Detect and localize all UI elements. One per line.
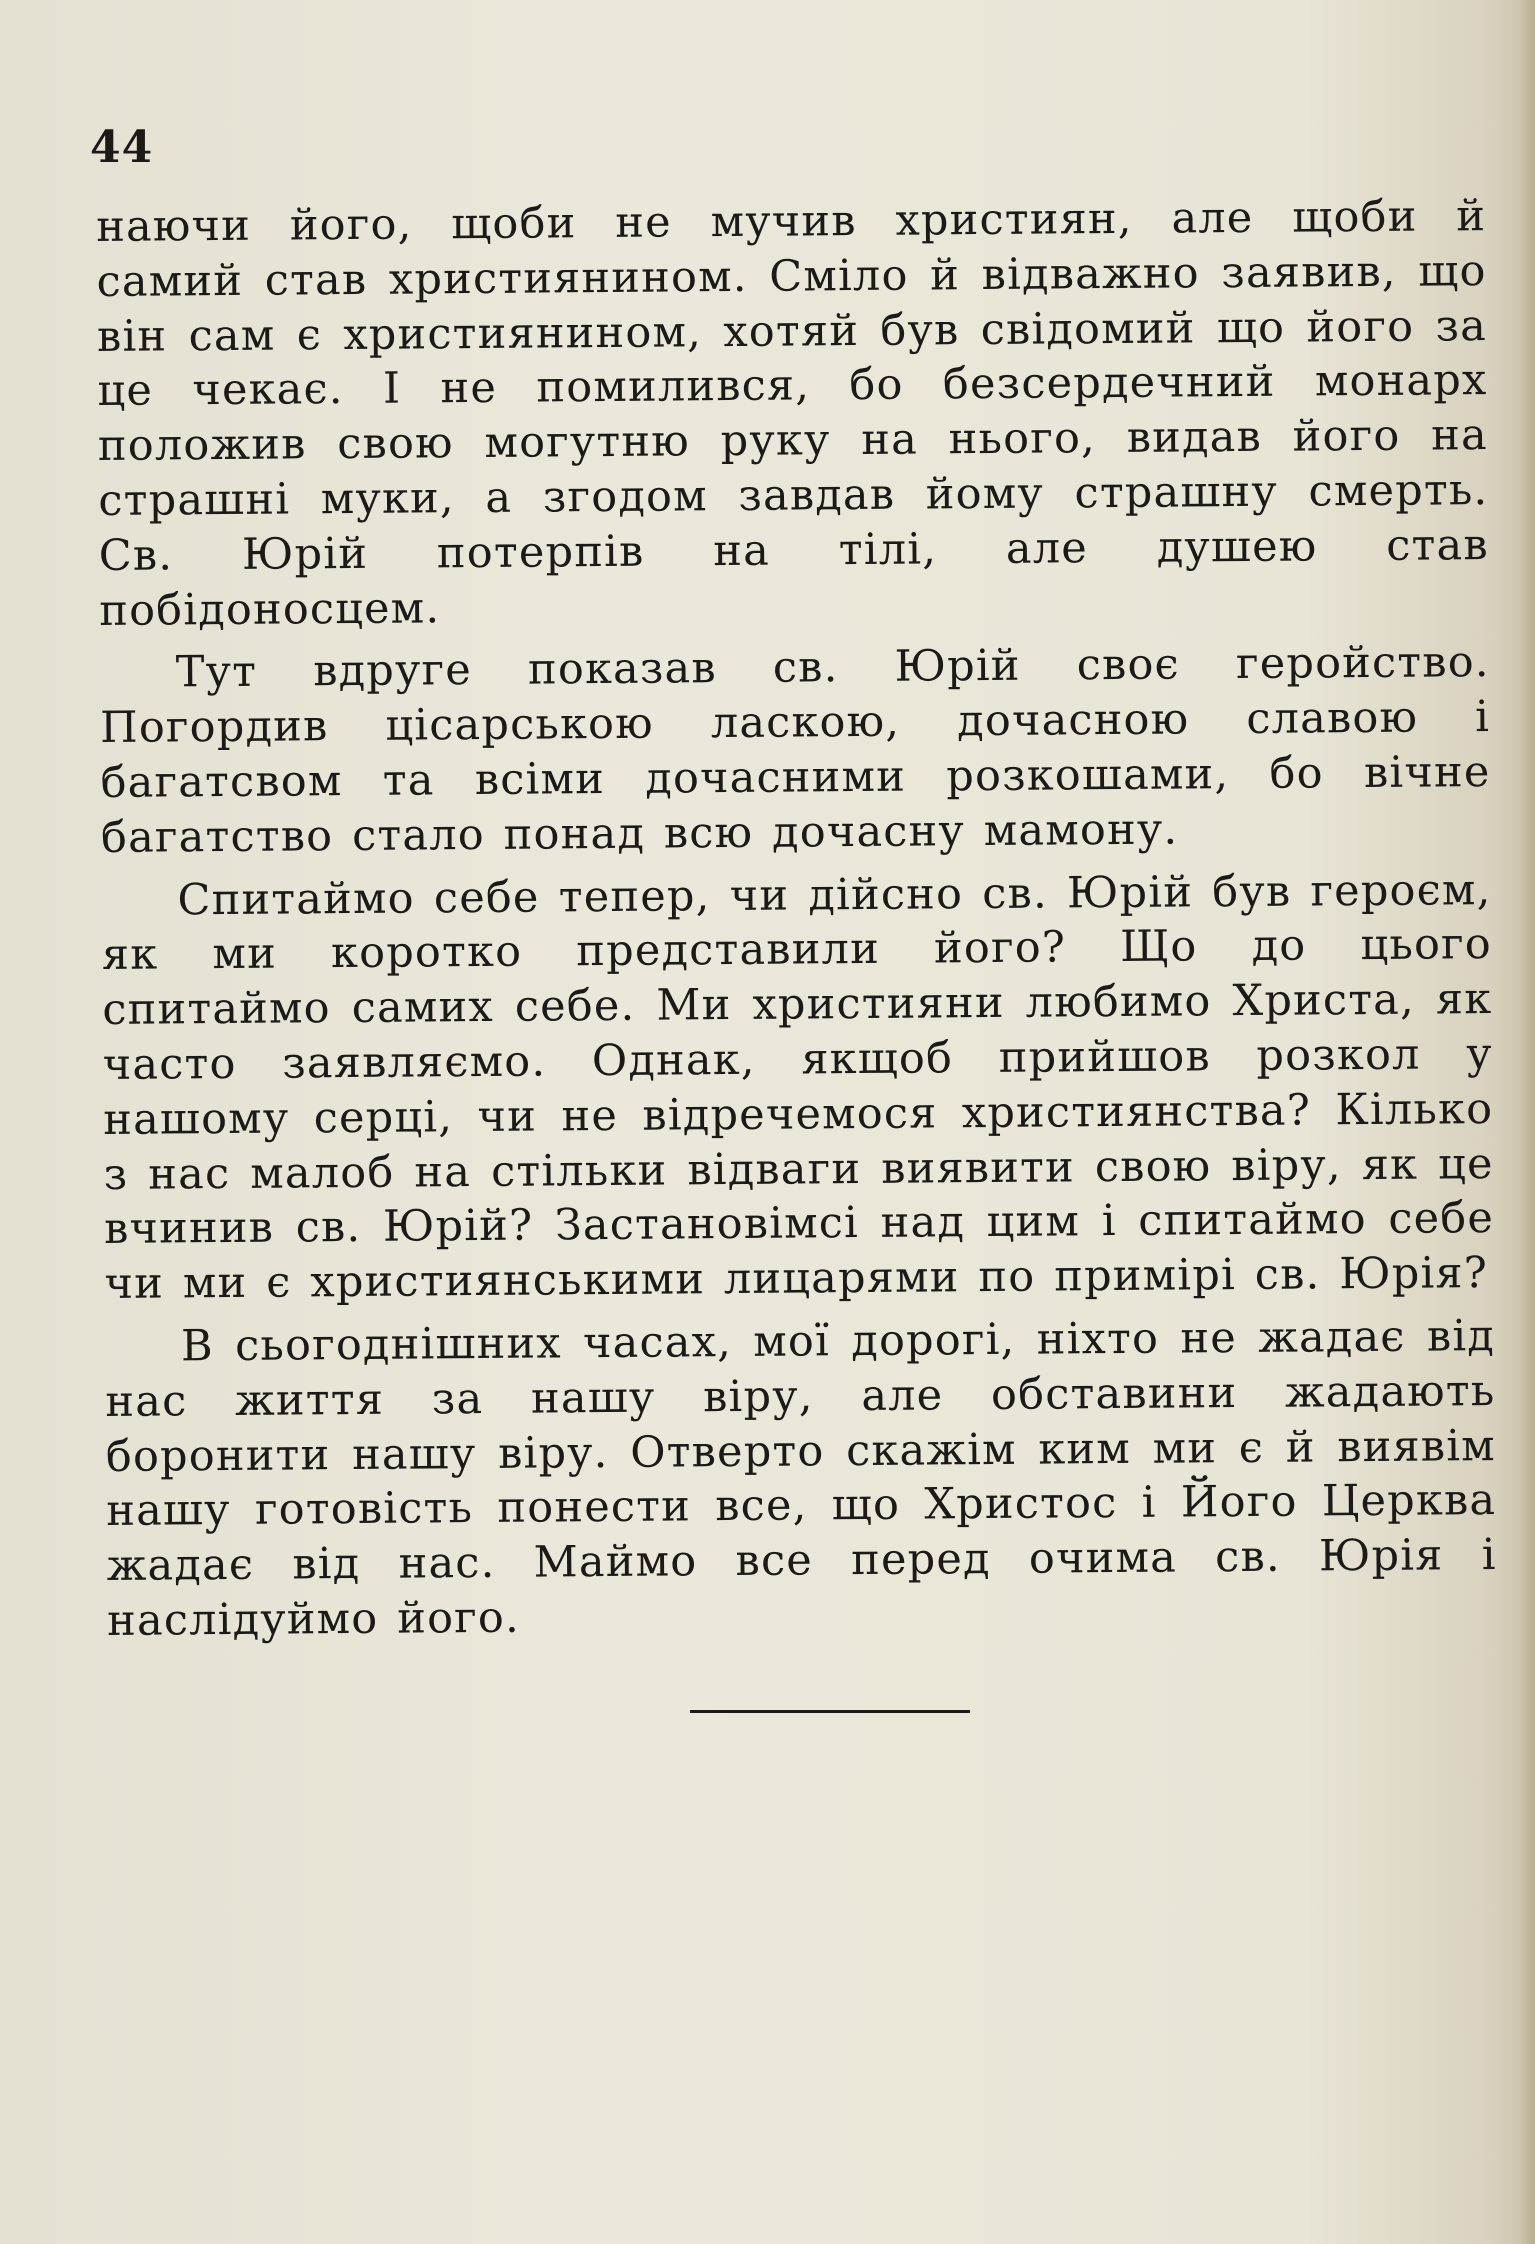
paragraph-3: Спитаймо себе тепер, чи дійсно св. Юрій був героєм, як ми коротко представили його? Що до цього спитаймо самих себе. Ми християни любимо Христа, як часто заявляємо. Однак, якщоб прийшов розкол у нашому серці, чи не відречемося християнства? Кілько з нас малоб на стільки відваги виявити свою віру, як це вчинив св. Юрій? Застановімсі над цим і спитаймо себе чи ми є християнськими лицарями по примірі св. Юрія? [101,864,1495,1310]
paragraph-4: В сьогоднішних часах, мої дорогі, ніхто не жадає від нас життя за нашу віру, але обставини жадають боронити нашу віру. Отверто скажім ким ми є й виявім нашу готовість понести все, що Христос і Його Церква жадає від нас. Маймо все перед очима св. Юрія і наслідуймо його. [105,1310,1497,1646]
page-spine-edge [1519,0,1535,2244]
page-number: 44 [90,122,154,173]
end-of-section-rule [690,1710,970,1713]
paragraph-2: Тут вдруге показав св. Юрій своє геройство. Погордив цісарською ласкою, дочасною славою і багатсвом та всіми дочасними розкошами, бо вічне багатство стало понад всю дочасну мамону. [99,637,1491,863]
body-text [96,189,1497,1649]
paragraph-1: наючи його, щоби не мучив християн, але щоби й самий став християнином. Сміло й відважно заявив, що він сам є християнином, хотяй був свідомий що його за це чекає. І не помилився, бо безсердечний монарх положив свою могутню руку на нього, видав його на страшні муки, а згодом завдав йому страшну смерть. Св. Юрій потерпів на тілі, але душею став побідоносцем. [96,191,1489,636]
